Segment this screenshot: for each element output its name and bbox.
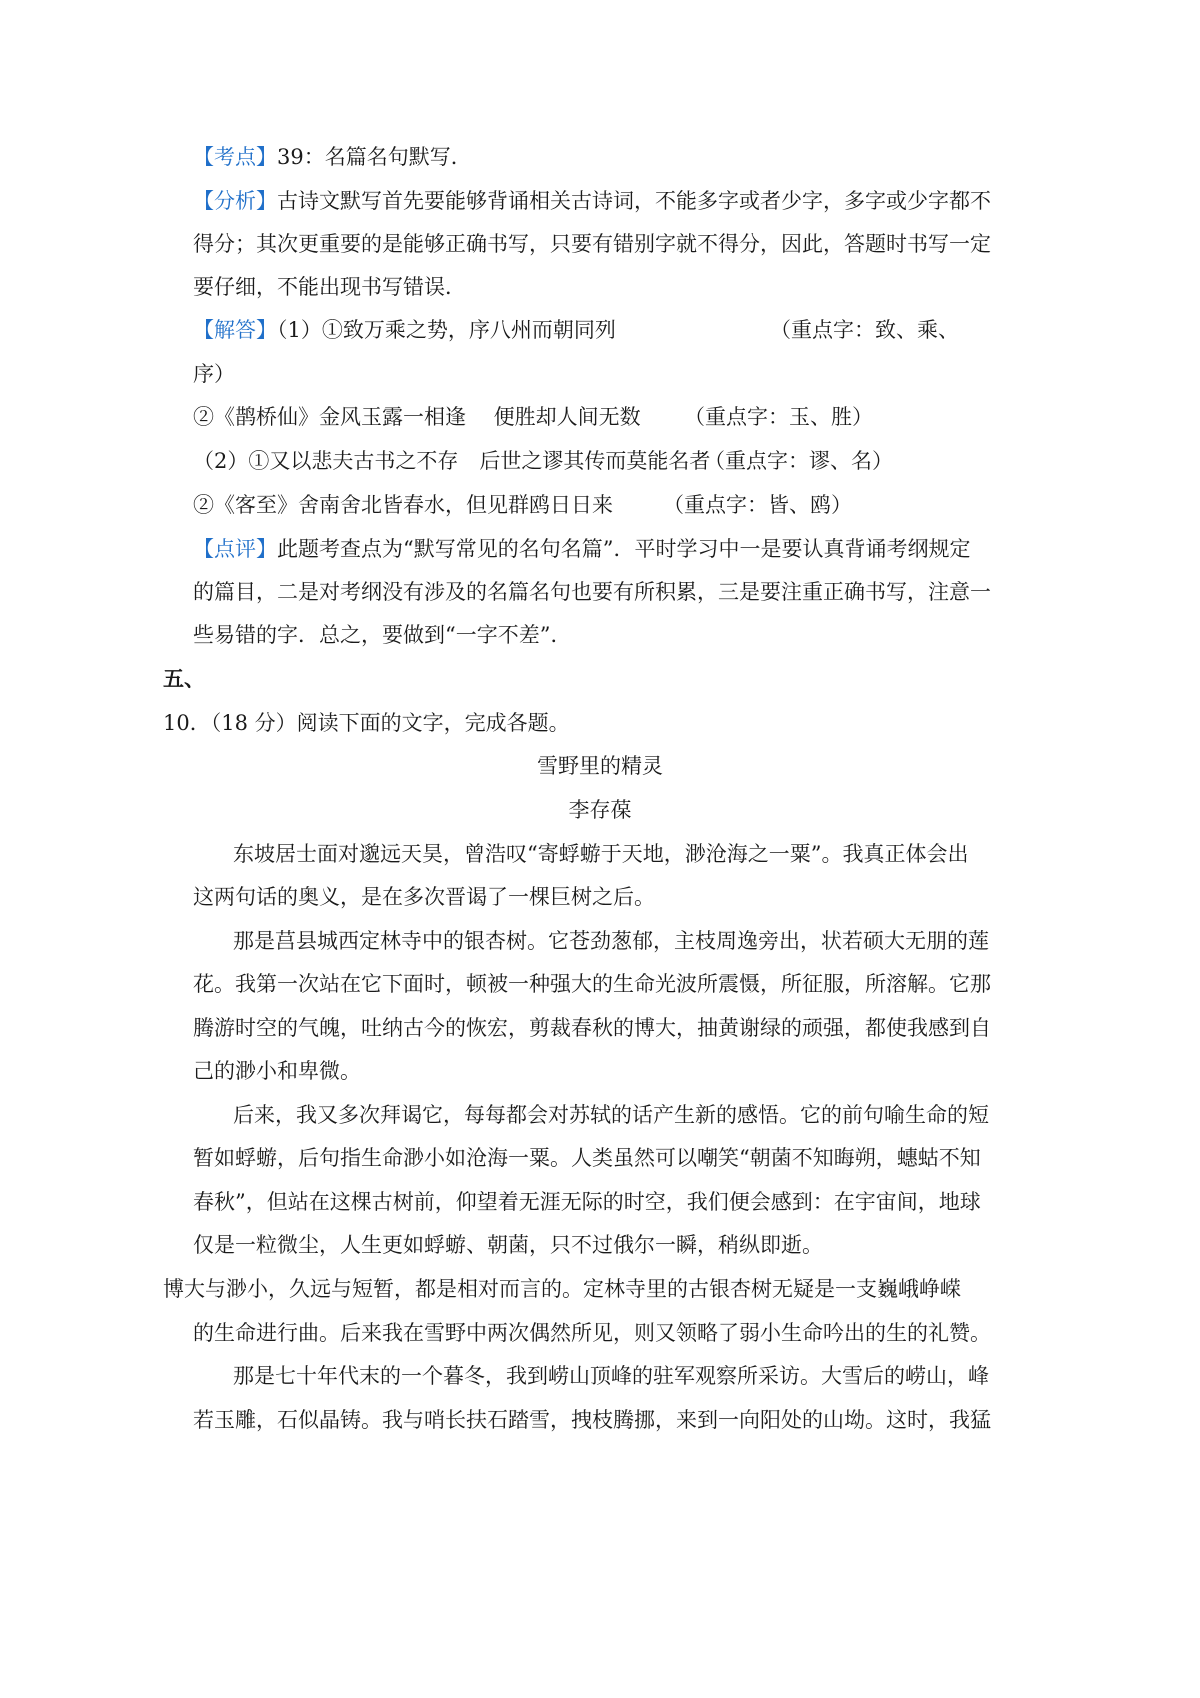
article-line: 暂如蜉蝣，后句指生命渺小如沧海一粟。人类虽然可以嘲笑“朝菌不知晦朔，蟪蛄不知 <box>193 1146 981 1170</box>
jieda-line-1 <box>193 315 616 345</box>
jieda-tag: 【解答】 <box>193 318 277 342</box>
section-five-heading: 五、 <box>163 666 205 691</box>
dianping-tag: 【点评】 <box>193 537 277 561</box>
kaodian-tag: 【考点】 <box>193 145 277 169</box>
article-title: 雪野里的精灵 <box>537 754 663 778</box>
jieda-answer-1-2: ②《鹊桥仙》金风玉露一相逢 便胜却人间无数 <box>193 405 641 429</box>
fenxi-text-1: 古诗文默写首先要能够背诵相关古诗词，不能多字或者少字，多字或少字都不 <box>277 189 991 213</box>
jieda-answer-1-1: （1）①致万乘之势，序八州而朝同列 <box>277 318 616 342</box>
jieda-answer-2-1-keywords: （重点字：谬、名） <box>704 449 893 473</box>
article-line: 这两句话的奥义，是在多次晋谒了一棵巨树之后。 <box>193 885 655 909</box>
kaodian-line <box>193 142 472 172</box>
question-10-prompt: 10．（18 分）阅读下面的文字，完成各题。 <box>163 711 570 735</box>
article-line: 仅是一粒微尘，人生更如蜉蝣、朝菌，只不过俄尔一瞬，稍纵即逝。 <box>193 1233 823 1257</box>
fenxi-line-3: 要仔细，不能出现书写错误． <box>193 275 466 299</box>
dianping-line-3: 些易错的字．总之，要做到“一字不差”． <box>193 623 572 647</box>
article-line: 己的渺小和卑微。 <box>193 1059 361 1083</box>
article-line: 花。我第一次站在它下面时，顿被一种强大的生命光波所震慑，所征服，所溶解。它那 <box>193 972 991 996</box>
article-line: 春秋”，但站在这棵古树前，仰望着无涯无际的时空，我们便会感到：在宇宙间，地球 <box>193 1190 981 1214</box>
article-line: 东坡居士面对邈远天昊，曾浩叹“寄蜉蝣于天地，渺沧海之一粟”。我真正体会出 <box>233 842 969 866</box>
dianping-text-1: 此题考查点为“默写常见的名句名篇”．平时学习中一是要认真背诵考纲规定 <box>277 537 971 561</box>
fenxi-line-1 <box>193 186 991 216</box>
jieda-answer-1-2-keywords: （重点字：玉、胜） <box>684 405 873 429</box>
article-line: 后来，我又多次拜谒它，每每都会对苏轼的话产生新的感悟。它的前句喻生命的短 <box>233 1103 989 1127</box>
jieda-answer-2-2-keywords: （重点字：皆、鸥） <box>663 493 852 517</box>
jieda-answer-2-2: ②《客至》舍南舍北皆春水，但见群鸥日日来 <box>193 493 613 517</box>
article-line: 腾游时空的气魄，吐纳古今的恢宏，剪裁春秋的博大，抽黄谢绿的顽强，都使我感到自 <box>193 1016 991 1040</box>
dianping-line-1 <box>193 534 970 564</box>
article-line: 若玉雕，石似晶铸。我与哨长扶石踏雪，拽枝腾挪，来到一向阳处的山坳。这时，我猛 <box>193 1408 991 1432</box>
article-line: 那是莒县城西定林寺中的银杏树。它苍劲葱郁，主枝周逸旁出，状若硕大无朋的莲 <box>233 929 989 953</box>
jieda-answer-1-1-keywords: （重点字：致、乘、 <box>770 318 959 342</box>
jieda-answer-1-1-continued: 序） <box>193 362 235 386</box>
jieda-answer-2-1: （2）①又以悲夫古书之不存 后世之谬其传而莫能名者 <box>193 449 711 473</box>
article-line: 那是七十年代末的一个暮冬，我到崂山顶峰的驻军观察所采访。大雪后的崂山，峰 <box>233 1364 989 1388</box>
fenxi-tag: 【分析】 <box>193 189 277 213</box>
article-author: 李存葆 <box>568 798 632 822</box>
fenxi-line-2: 得分；其次更重要的是能够正确书写，只要有错别字就不得分，因此，答题时书写一定 <box>193 232 991 256</box>
kaodian-text: 39：名篇名句默写． <box>277 145 472 169</box>
article-line: 博大与渺小，久远与短暂，都是相对而言的。定林寺里的古银杏树无疑是一支巍峨峥嵘 <box>163 1277 961 1301</box>
dianping-line-2: 的篇目，二是对考纲没有涉及的名篇名句也要有所积累，三是要注重正确书写，注意一 <box>193 580 991 604</box>
article-line: 的生命进行曲。后来我在雪野中两次偶然所见，则又领略了弱小生命吟出的生的礼赞。 <box>193 1321 991 1345</box>
